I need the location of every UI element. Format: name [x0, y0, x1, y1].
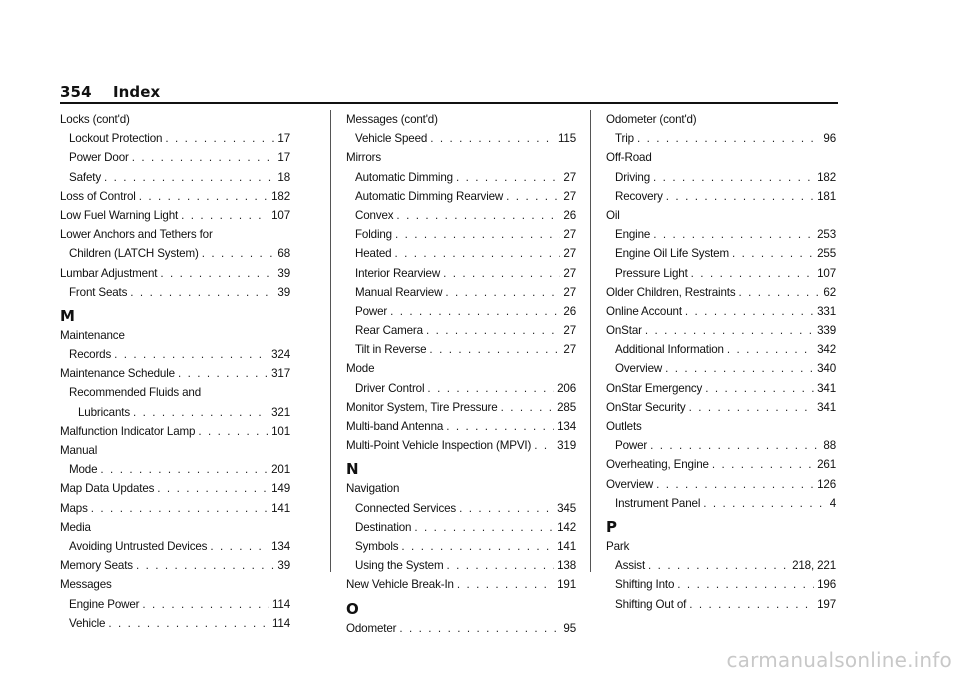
- column-divider: [590, 110, 591, 572]
- entry-label: Records: [69, 348, 112, 362]
- entry-label: Automatic Dimming Rearview: [355, 189, 504, 203]
- index-entry: [346, 264, 576, 283]
- entry-page-number: 321: [271, 405, 290, 419]
- entry-label: Safety: [69, 170, 101, 184]
- entry-page-number: 134: [557, 420, 576, 433]
- leader-dots: [396, 206, 560, 225]
- entry-label: Overheating, Engine: [606, 458, 709, 472]
- entry-label: Shifting Into: [615, 578, 675, 592]
- entry-label: Power: [355, 304, 388, 318]
- index-entry: [60, 364, 290, 383]
- entry-page-number: 319: [557, 439, 576, 453]
- index-column-3: [606, 110, 836, 614]
- index-heading: Lower Anchors and Tethers for: [60, 228, 213, 242]
- index-entry: [346, 379, 576, 398]
- index-entry: [60, 460, 290, 479]
- entry-page-number: 253: [817, 228, 836, 242]
- index-entry: [606, 359, 836, 378]
- section-letter: O: [346, 599, 359, 618]
- entry-page-number: 206: [557, 381, 576, 395]
- leader-dots: [703, 494, 826, 513]
- entry-label: Symbols: [355, 539, 399, 553]
- entry-label: Trip: [615, 132, 634, 146]
- entry-page-number: 107: [817, 266, 836, 280]
- index-column-1: [60, 110, 290, 633]
- leader-dots: [429, 340, 560, 359]
- entry-label: Automatic Dimming: [355, 170, 453, 184]
- index-entry: [346, 556, 576, 575]
- leader-dots: [133, 403, 268, 422]
- index-heading: Messages: [60, 578, 112, 592]
- index-entry: [606, 475, 836, 494]
- entry-label: Power Door: [69, 151, 129, 165]
- entry-page-number: 285: [557, 400, 576, 414]
- entry-label: Older Children, Restraints: [606, 285, 736, 299]
- entry-page-number: 17: [277, 132, 290, 146]
- entry-label: Lockout Protection: [69, 132, 163, 146]
- index-entry: [60, 479, 290, 498]
- entry-label: Engine Oil Life System: [615, 247, 729, 261]
- entry-label: Pressure Light: [615, 266, 688, 280]
- index-entry: [606, 595, 836, 614]
- index-entry: [346, 129, 576, 148]
- index-entry: [60, 422, 290, 441]
- leader-dots: [645, 321, 814, 340]
- entry-page-number: 39: [277, 559, 290, 573]
- leader-dots: [210, 537, 268, 556]
- index-entry: [606, 225, 836, 244]
- leader-dots: [132, 148, 275, 167]
- entry-page-number: 149: [271, 482, 290, 496]
- leader-dots: [160, 264, 274, 283]
- entry-label: Vehicle Speed: [355, 132, 428, 146]
- entry-page-number: 27: [563, 343, 576, 357]
- entry-label: Maintenance Schedule: [60, 367, 175, 381]
- entry-label: Map Data Updates: [60, 482, 155, 496]
- entry-label: Convex: [355, 208, 394, 222]
- index-entry: [60, 168, 290, 187]
- index-entry: [606, 187, 836, 206]
- entry-label: Overview: [606, 477, 654, 491]
- leader-dots: [712, 455, 814, 474]
- entry-label: Driving: [615, 170, 651, 184]
- index-entry: [346, 187, 576, 206]
- entry-page-number: 27: [563, 324, 576, 338]
- index-entry: [60, 499, 290, 518]
- leader-dots: [656, 475, 814, 494]
- index-entry: [606, 556, 836, 575]
- leader-dots: [395, 225, 560, 244]
- index-entry: [346, 436, 576, 455]
- entry-label: Assist: [615, 559, 646, 573]
- leader-dots: [501, 398, 555, 417]
- index-entry: [346, 244, 576, 263]
- entry-label: Using the System: [355, 559, 444, 573]
- leader-dots: [446, 556, 554, 575]
- entry-label: Front Seats: [69, 285, 128, 299]
- index-heading: Manual: [60, 444, 98, 457]
- index-entry: [346, 340, 576, 359]
- index-entry: [606, 398, 836, 417]
- leader-dots: [677, 575, 814, 594]
- entry-page-number: 341: [817, 381, 836, 395]
- entry-page-number: 191: [557, 578, 576, 592]
- index-entry: [606, 379, 836, 398]
- index-entry: [606, 264, 836, 283]
- entry-page-number: 107: [271, 208, 290, 222]
- entry-label: Maps: [60, 501, 88, 515]
- index-entry: [346, 206, 576, 225]
- entry-page-number: 142: [557, 520, 576, 534]
- entry-page-number: 197: [817, 597, 836, 611]
- entry-page-number: 95: [563, 621, 576, 635]
- entry-page-number: 114: [271, 597, 290, 611]
- entry-label: Odometer: [346, 621, 397, 635]
- entry-label: Malfunction Indicator Lamp: [60, 424, 196, 438]
- column-divider: [330, 110, 331, 572]
- index-entry: [606, 321, 836, 340]
- index-entry: [346, 537, 576, 556]
- leader-dots: [506, 187, 560, 206]
- entry-label: Monitor System, Tire Pressure: [346, 400, 498, 414]
- entry-page-number: 196: [817, 578, 836, 592]
- entry-label: Children (LATCH System): [69, 247, 199, 261]
- entry-page-number: 342: [817, 343, 836, 357]
- index-heading: Navigation: [346, 482, 400, 496]
- entry-label: Instrument Panel: [615, 496, 701, 510]
- entry-page-number: 26: [563, 304, 576, 318]
- index-entry: [346, 518, 576, 537]
- index-entry: [606, 129, 836, 148]
- index-heading: Recommended Fluids and: [69, 386, 202, 400]
- entry-page-number: 27: [563, 247, 576, 261]
- leader-dots: [100, 460, 268, 479]
- index-entry: [606, 494, 836, 513]
- leader-dots: [457, 575, 554, 594]
- entry-page-number: 201: [271, 463, 290, 477]
- index-entry: [60, 556, 290, 575]
- entry-page-number: 218, 221: [792, 559, 836, 573]
- entry-label: Memory Seats: [60, 559, 133, 573]
- entry-page-number: 134: [271, 539, 290, 553]
- entry-label: Loss of Control: [60, 189, 136, 203]
- section-letter: M: [60, 306, 75, 325]
- index-entry: [606, 455, 836, 474]
- page-number: 354: [60, 83, 92, 101]
- index-entry: [606, 575, 836, 594]
- entry-page-number: 340: [817, 362, 836, 376]
- leader-dots: [426, 321, 560, 340]
- entry-page-number: 141: [557, 539, 576, 553]
- entry-page-number: 27: [563, 228, 576, 242]
- entry-page-number: 115: [557, 132, 576, 146]
- entry-page-number: 27: [563, 266, 576, 280]
- entry-label: Connected Services: [355, 501, 457, 515]
- index-heading: Off-Road: [606, 151, 652, 165]
- entry-label: Overview: [615, 362, 663, 376]
- index-heading: Messages (cont'd): [346, 113, 438, 126]
- index-entry: [606, 168, 836, 187]
- index-entry: [346, 225, 576, 244]
- entry-label: Power: [615, 439, 648, 453]
- entry-page-number: 138: [557, 559, 576, 573]
- leader-dots: [427, 379, 554, 398]
- entry-label: OnStar: [606, 324, 642, 338]
- leader-dots: [165, 129, 274, 148]
- entry-page-number: 26: [563, 208, 576, 222]
- leader-dots: [108, 614, 269, 633]
- index-entry: [60, 244, 290, 263]
- index-entry: [60, 403, 290, 422]
- entry-page-number: 141: [271, 501, 290, 515]
- leader-dots: [648, 556, 789, 575]
- leader-dots: [198, 422, 268, 441]
- index-entry: [346, 168, 576, 187]
- entry-label: New Vehicle Break-In: [346, 578, 454, 592]
- entry-label: Avoiding Untrusted Devices: [69, 539, 208, 553]
- leader-dots: [430, 129, 555, 148]
- entry-page-number: 88: [823, 439, 836, 453]
- index-entry: [606, 283, 836, 302]
- entry-label: Engine: [615, 228, 651, 242]
- leader-dots: [650, 436, 820, 455]
- leader-dots: [157, 479, 268, 498]
- index-entry: [346, 575, 576, 594]
- entry-label: Interior Rearview: [355, 266, 441, 280]
- leader-dots: [390, 302, 560, 321]
- leader-dots: [691, 264, 814, 283]
- index-entry: [606, 340, 836, 359]
- entry-label: Online Account: [606, 304, 682, 318]
- entry-page-number: 331: [817, 304, 836, 318]
- entry-label: Low Fuel Warning Light: [60, 208, 179, 222]
- entry-label: Destination: [355, 520, 412, 534]
- leader-dots: [395, 244, 561, 263]
- entry-page-number: 96: [823, 132, 836, 146]
- leader-dots: [443, 264, 560, 283]
- entry-page-number: 345: [557, 501, 576, 515]
- entry-page-number: 27: [563, 170, 576, 184]
- entry-label: Vehicle: [69, 616, 106, 630]
- entry-page-number: 182: [817, 170, 836, 184]
- page-title: Index: [112, 83, 161, 101]
- index-heading: Park: [606, 539, 630, 553]
- leader-dots: [653, 168, 814, 187]
- entry-page-number: 255: [817, 247, 836, 261]
- index-entry: [346, 417, 576, 436]
- watermark: carmanualsonline.info: [726, 648, 952, 672]
- index-entry: [346, 321, 576, 340]
- entry-label: Manual Rearview: [355, 285, 443, 299]
- entry-page-number: 324: [271, 348, 290, 362]
- index-heading: Media: [60, 520, 91, 534]
- entry-page-number: 18: [277, 170, 290, 184]
- index-entry: [346, 499, 576, 518]
- index-entry: [60, 206, 290, 225]
- index-column-2: [346, 110, 576, 638]
- entry-label: Folding: [355, 228, 392, 242]
- entry-label: Heated: [355, 247, 392, 261]
- entry-page-number: 27: [563, 189, 576, 203]
- index-entry: [60, 283, 290, 302]
- index-entry: [60, 345, 290, 364]
- leader-dots: [446, 417, 554, 436]
- leader-dots: [414, 518, 554, 537]
- leader-dots: [202, 244, 275, 263]
- index-entry: [606, 436, 836, 455]
- page-header: [60, 82, 838, 104]
- index-heading: Oil: [606, 208, 620, 222]
- leader-dots: [181, 206, 268, 225]
- leader-dots: [459, 499, 554, 518]
- section-letter: N: [346, 460, 359, 479]
- leader-dots: [738, 283, 820, 302]
- leader-dots: [732, 244, 814, 263]
- entry-label: Recovery: [615, 189, 663, 203]
- entry-page-number: 317: [271, 367, 290, 381]
- entry-page-number: 261: [817, 458, 836, 472]
- leader-dots: [705, 379, 814, 398]
- index-entry: [606, 244, 836, 263]
- leader-dots: [445, 283, 560, 302]
- entry-page-number: 339: [817, 324, 836, 338]
- entry-page-number: 181: [817, 189, 836, 203]
- index-entry: [60, 614, 290, 633]
- index-entry: [60, 264, 290, 283]
- index-entry: [60, 148, 290, 167]
- entry-label: Multi-Point Vehicle Inspection (MPVI): [346, 439, 532, 453]
- leader-dots: [178, 364, 268, 383]
- section-letter: P: [606, 517, 617, 536]
- leader-dots: [114, 345, 268, 364]
- leader-dots: [130, 283, 274, 302]
- leader-dots: [689, 398, 815, 417]
- entry-page-number: 17: [277, 151, 290, 165]
- entry-label: Lubricants: [78, 405, 130, 419]
- entry-label: Multi-band Antenna: [346, 420, 444, 433]
- index-entry: [346, 302, 576, 321]
- leader-dots: [685, 302, 814, 321]
- leader-dots: [139, 187, 268, 206]
- index-entry: [60, 129, 290, 148]
- leader-dots: [142, 595, 269, 614]
- index-entry: [346, 398, 576, 417]
- index-heading: Outlets: [606, 420, 642, 433]
- entry-page-number: 114: [271, 616, 290, 630]
- index-heading: Maintenance: [60, 328, 125, 342]
- index-heading: Locks (cont'd): [60, 113, 130, 126]
- entry-label: OnStar Security: [606, 400, 686, 414]
- index-entry: [606, 302, 836, 321]
- index-entry: [60, 537, 290, 556]
- leader-dots: [104, 168, 274, 187]
- entry-page-number: 341: [817, 400, 836, 414]
- entry-label: Rear Camera: [355, 324, 423, 338]
- leader-dots: [401, 537, 554, 556]
- leader-dots: [637, 129, 820, 148]
- leader-dots: [653, 225, 814, 244]
- entry-label: Shifting Out of: [615, 597, 687, 611]
- entry-label: Additional Information: [615, 343, 724, 357]
- leader-dots: [666, 187, 814, 206]
- leader-dots: [727, 340, 814, 359]
- entry-label: OnStar Emergency: [606, 381, 703, 395]
- leader-dots: [665, 359, 814, 378]
- entry-page-number: 4: [829, 496, 836, 510]
- leader-dots: [136, 556, 274, 575]
- leader-dots: [534, 436, 554, 455]
- index-heading: Mode: [346, 362, 375, 376]
- leader-dots: [91, 499, 268, 518]
- entry-page-number: 62: [823, 285, 836, 299]
- entry-page-number: 39: [277, 266, 290, 280]
- entry-label: Tilt in Reverse: [355, 343, 427, 357]
- index-heading: Mirrors: [346, 151, 382, 165]
- entry-page-number: 182: [271, 189, 290, 203]
- index-entry: [346, 283, 576, 302]
- index-heading: Odometer (cont'd): [606, 113, 697, 126]
- leader-dots: [399, 619, 560, 638]
- entry-page-number: 39: [277, 285, 290, 299]
- index-entry: [346, 619, 576, 638]
- leader-dots: [689, 595, 814, 614]
- entry-page-number: 27: [563, 285, 576, 299]
- entry-label: Mode: [69, 463, 98, 477]
- entry-page-number: 101: [271, 424, 290, 438]
- entry-label: Lumbar Adjustment: [60, 266, 158, 280]
- entry-page-number: 126: [817, 477, 836, 491]
- entry-label: Driver Control: [355, 381, 425, 395]
- entry-page-number: 68: [277, 247, 290, 261]
- index-entry: [60, 595, 290, 614]
- leader-dots: [456, 168, 560, 187]
- entry-label: Engine Power: [69, 597, 140, 611]
- index-entry: [60, 187, 290, 206]
